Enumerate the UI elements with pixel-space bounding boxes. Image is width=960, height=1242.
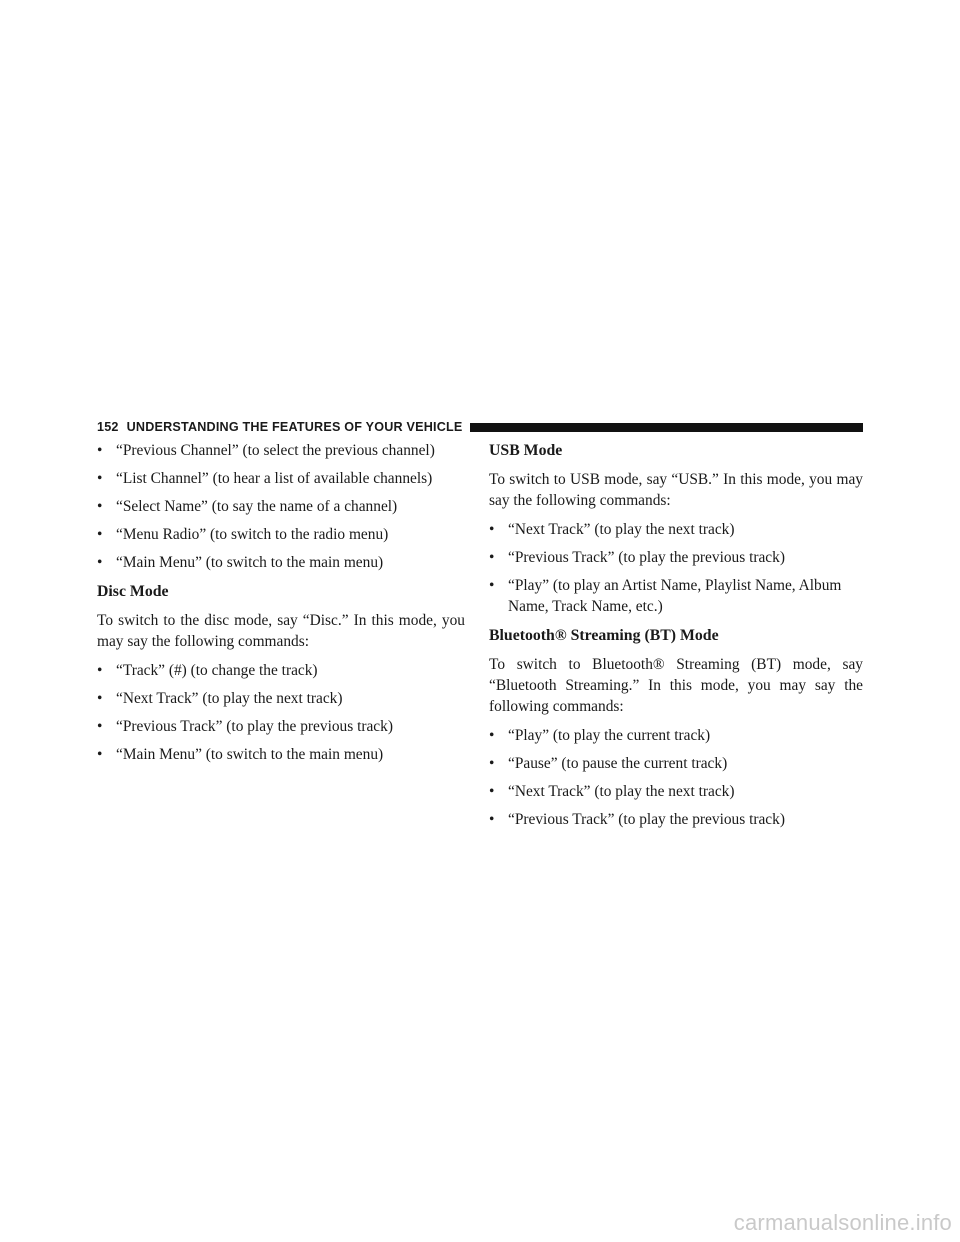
bullet-glyph: •	[97, 662, 103, 679]
disc-mode-intro: To switch to the disc mode, say “Disc.” In this mode, you may say the following commands:	[97, 612, 465, 650]
bullet-text: “Pause” (to pause the current track)	[508, 755, 728, 772]
bullet-glyph: •	[97, 470, 103, 487]
list-item	[489, 547, 863, 568]
bullet-text: “Next Track” (to play the next track)	[508, 783, 735, 800]
usb-mode-heading: USB Mode	[489, 442, 563, 459]
page-number: 152	[97, 420, 119, 434]
list-item	[489, 725, 863, 746]
bullet-glyph: •	[489, 783, 495, 800]
bullet-glyph: •	[489, 727, 495, 744]
site-watermark: carmanualsonline.info	[733, 1210, 952, 1235]
bullet-text: “Previous Track” (to play the previous track)	[508, 549, 785, 566]
bullet-text: “Menu Radio” (to switch to the radio menu)	[116, 526, 389, 543]
bullet-text: “Previous Track” (to play the previous track)	[116, 718, 393, 735]
disc-mode-heading: Disc Mode	[97, 583, 169, 600]
list-item	[489, 575, 863, 617]
bullet-text: “Main Menu” (to switch to the main menu)	[116, 746, 384, 763]
bullet-glyph: •	[489, 549, 495, 566]
header-rule	[470, 423, 863, 432]
list-item	[489, 519, 863, 540]
bullet-glyph: •	[97, 554, 103, 571]
list-item	[97, 468, 465, 489]
page-header	[97, 418, 863, 436]
list-item	[97, 688, 465, 709]
list-item	[97, 496, 465, 517]
list-item	[489, 753, 863, 774]
list-item	[97, 716, 465, 737]
list-item	[489, 809, 863, 830]
bullet-text: “Next Track” (to play the next track)	[508, 521, 735, 538]
list-item	[97, 552, 465, 573]
list-item	[97, 524, 465, 545]
left-column	[97, 440, 465, 772]
bullet-text: “Select Name” (to say the name of a channel)	[116, 498, 398, 515]
bullet-text: “Play” (to play the current track)	[508, 727, 711, 744]
bullet-text: “Next Track” (to play the next track)	[116, 690, 343, 707]
bullet-glyph: •	[489, 521, 495, 538]
bullet-text: “Main Menu” (to switch to the main menu)	[116, 554, 384, 571]
list-item	[97, 440, 465, 461]
bullet-glyph: •	[489, 755, 495, 772]
bullet-glyph: •	[97, 526, 103, 543]
bullet-glyph: •	[97, 746, 103, 763]
list-item	[97, 660, 465, 681]
bullet-text: “Track” (#) (to change the track)	[116, 662, 318, 679]
right-column	[489, 440, 863, 837]
usb-mode-intro: To switch to USB mode, say “USB.” In this mode, you may say the following commands:	[489, 471, 863, 509]
section-title: UNDERSTANDING THE FEATURES OF YOUR VEHICLE	[126, 420, 463, 434]
bullet-glyph: •	[97, 442, 103, 459]
bullet-glyph: •	[97, 718, 103, 735]
bullet-text: “Play” (to play an Artist Name, Playlist Name, Album Name, Track Name, etc.)	[508, 577, 842, 615]
bt-mode-heading: Bluetooth® Streaming (BT) Mode	[489, 627, 719, 644]
bullet-text: “Previous Track” (to play the previous track)	[508, 811, 785, 828]
bullet-glyph: •	[97, 690, 103, 707]
bullet-glyph: •	[97, 498, 103, 515]
bullet-text: “Previous Channel” (to select the previous channel)	[116, 442, 435, 459]
list-item	[489, 781, 863, 802]
list-item	[97, 744, 465, 765]
bt-mode-intro: To switch to Bluetooth® Streaming (BT) mode, say “Bluetooth Streaming.” In this mode, you may say the following commands:	[489, 656, 863, 715]
bullet-glyph: •	[489, 811, 495, 828]
bullet-glyph: •	[489, 577, 495, 594]
bullet-text: “List Channel” (to hear a list of available channels)	[116, 470, 433, 487]
